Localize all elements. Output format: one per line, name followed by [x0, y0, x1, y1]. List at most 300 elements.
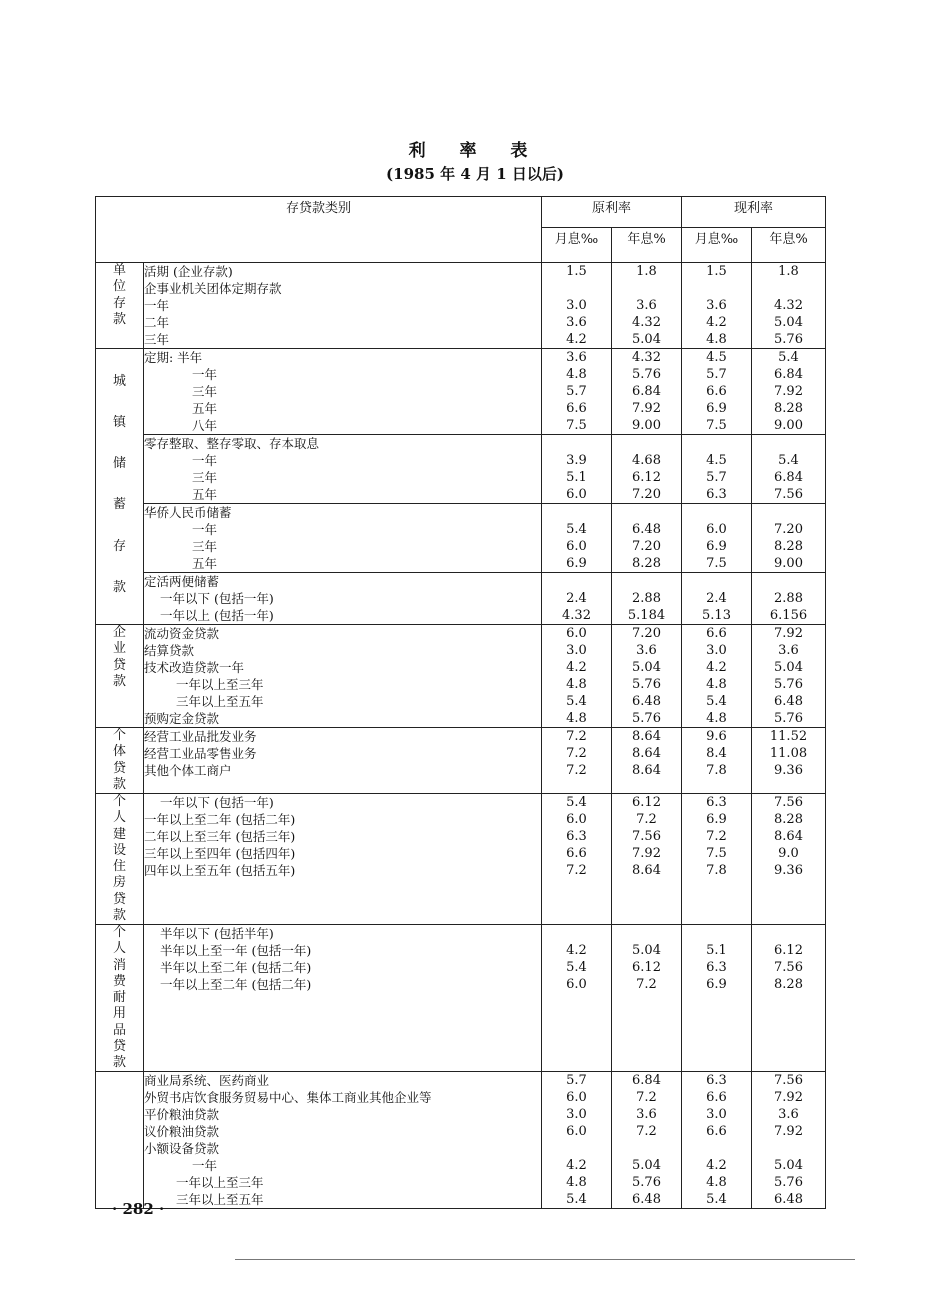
rate-table-body — [96, 263, 826, 1209]
row-label: 三年以上至五年 — [176, 1192, 264, 1208]
section-label-char: 城 — [112, 373, 126, 389]
current-monthly-cell — [682, 728, 752, 794]
original-annual-value: 5.76 — [632, 1175, 661, 1191]
row-label: 定活两便储蓄 — [144, 574, 220, 589]
section-label — [96, 794, 144, 925]
row-label: 经营工业品批发业务 — [144, 729, 257, 744]
row-label: 一年 — [144, 298, 170, 313]
current-monthly-value: 4.2 — [706, 1158, 727, 1174]
original-monthly-cell — [542, 435, 612, 504]
original-annual-value — [612, 504, 681, 521]
current-annual-value: 7.92 — [774, 384, 803, 399]
current-monthly-value: 3.0 — [706, 1107, 727, 1123]
row-label: 二年 — [144, 315, 170, 330]
row-label: 三年以上至四年 (包括四年) — [144, 846, 296, 861]
current-annual-cell — [752, 504, 826, 573]
current-monthly-value: 4.2 — [706, 660, 727, 675]
original-monthly-value: 4.8 — [566, 677, 587, 692]
section-label-char: 个 — [112, 728, 126, 743]
current-annual-value: 5.4 — [778, 350, 799, 365]
section-label-char: 建 — [112, 826, 126, 842]
current-annual-value: 5.4 — [778, 453, 799, 468]
original-annual-value: 8.64 — [632, 763, 661, 778]
section-label-char: 位 — [112, 279, 126, 295]
original-annual-value: 5.04 — [632, 332, 661, 347]
section-label-char: 个 — [112, 925, 126, 940]
original-monthly-value — [542, 573, 611, 590]
row-label: 一年 — [192, 453, 218, 468]
section-label-char: 品 — [112, 1022, 126, 1038]
current-monthly-value: 6.3 — [706, 487, 727, 502]
current-monthly-cell — [682, 794, 752, 925]
section-label-char: 业 — [112, 641, 126, 657]
original-annual-value: 4.32 — [632, 315, 661, 330]
current-annual-value: 6.12 — [774, 943, 803, 958]
section-label-stack — [96, 794, 143, 924]
original-monthly-value: 3.6 — [566, 315, 587, 330]
current-annual-value: 3.6 — [778, 1107, 799, 1123]
bottom-rule — [235, 1259, 855, 1260]
row-label: 商业局系统、医药商业 — [144, 1073, 270, 1089]
section-row — [96, 925, 826, 1072]
original-monthly-cell — [542, 1072, 612, 1209]
section-label-char: 消 — [112, 957, 126, 973]
original-annual-value: 7.56 — [632, 829, 661, 844]
original-monthly-value: 5.7 — [566, 384, 587, 399]
section-label — [96, 1072, 144, 1209]
row-label: 一年以下 (包括一年) — [160, 591, 274, 606]
original-annual-value: 3.6 — [636, 1107, 657, 1123]
section-label-char: 款 — [112, 776, 126, 792]
row-label: 四年以上至五年 (包括五年) — [144, 863, 296, 878]
current-monthly-value: 4.5 — [706, 350, 727, 365]
original-monthly-cell — [542, 794, 612, 925]
original-monthly-value: 6.0 — [566, 1124, 587, 1140]
row-label: 一年以上 (包括一年) — [160, 608, 274, 623]
original-annual-value — [612, 573, 681, 590]
row-label: 流动资金贷款 — [144, 626, 220, 641]
original-monthly-value: 2.4 — [566, 591, 587, 606]
current-annual-value: 9.0 — [778, 846, 799, 861]
section-label-char: 蓄 — [112, 497, 126, 513]
row-label: 三年 — [192, 470, 218, 485]
row-label: 小额设备贷款 — [144, 1141, 220, 1157]
category-header: 存贷款类别 — [96, 197, 542, 263]
original-annual-value: 7.2 — [636, 812, 657, 827]
original-annual-value: 7.2 — [636, 1124, 657, 1140]
original-annual-value — [612, 435, 681, 452]
section-items — [144, 1072, 542, 1209]
original-monthly-value: 5.4 — [566, 795, 587, 810]
original-monthly-value: 4.2 — [566, 1158, 587, 1174]
original-annual-cell — [612, 728, 682, 794]
original-annual-value: 5.04 — [632, 1158, 661, 1174]
row-label: 华侨人民币储蓄 — [144, 505, 232, 520]
current-monthly-value: 7.5 — [706, 418, 727, 433]
current-monthly-value — [682, 1140, 751, 1157]
row-label: 一年 — [192, 367, 218, 382]
original-monthly-cell — [542, 728, 612, 794]
row-label: 二年以上至三年 (包括三年) — [144, 829, 296, 844]
current-monthly-value: 7.8 — [706, 763, 727, 778]
original-monthly-value: 7.2 — [566, 746, 587, 761]
section-items — [144, 263, 542, 349]
current-monthly-value — [682, 435, 751, 452]
current-annual-value: 8.28 — [774, 977, 803, 992]
current-annual-value: 6.84 — [774, 367, 803, 382]
current-annual-value: 1.8 — [778, 264, 799, 279]
original-annual-value: 2.88 — [632, 591, 661, 606]
current-monthly-value: 5.7 — [706, 367, 727, 382]
interest-rate-table — [95, 196, 826, 1209]
row-label: 一年以上至三年 — [176, 1175, 264, 1191]
page-subtitle: (1985 年 4 月 1 日以后) — [386, 165, 564, 183]
original-annual-value: 7.20 — [632, 487, 661, 502]
row-label: 零存整取、整存零取、存本取息 — [144, 436, 320, 451]
original-annual-value: 3.6 — [636, 298, 657, 313]
section-label-char: 人 — [112, 941, 126, 957]
section-label-char: 存 — [112, 538, 126, 554]
section-row — [96, 573, 826, 625]
current-annual-value: 6.84 — [774, 470, 803, 485]
current-monthly-value: 4.8 — [706, 1175, 727, 1191]
current-annual-value: 11.08 — [769, 746, 808, 761]
current-annual-value: 7.92 — [774, 626, 803, 641]
original-annual-value: 7.2 — [636, 977, 657, 992]
original-monthly-value: 4.2 — [566, 660, 587, 675]
page-number: · 282 · — [112, 1200, 165, 1218]
current-monthly-value: 4.8 — [706, 711, 727, 726]
current-annual-value — [752, 280, 825, 297]
current-rate-header: 现利率 — [682, 197, 826, 228]
current-monthly-value — [682, 925, 751, 942]
original-monthly-value: 6.0 — [566, 626, 587, 641]
original-monthly-value: 7.5 — [566, 418, 587, 433]
current-monthly-value: 7.5 — [706, 556, 727, 571]
original-monthly-value: 6.6 — [566, 401, 587, 416]
original-annual-value: 6.48 — [632, 1192, 661, 1208]
original-monthly-value: 1.5 — [566, 264, 587, 279]
original-monthly-value: 3.6 — [566, 350, 587, 365]
current-annual-value — [752, 435, 825, 452]
current-annual-value: 11.52 — [769, 729, 808, 744]
original-annual-value: 7.20 — [632, 539, 661, 554]
current-annual-value: 5.04 — [774, 1158, 803, 1174]
original-annual-value: 5.184 — [627, 608, 666, 623]
section-label-stack — [96, 263, 143, 328]
original-monthly-value: 6.0 — [566, 487, 587, 502]
original-monthly-value: 7.2 — [566, 729, 587, 744]
current-monthly-cell — [682, 504, 752, 573]
row-label: 预购定金贷款 — [144, 711, 220, 726]
current-annual-value: 9.00 — [774, 556, 803, 571]
current-annual-value: 5.76 — [774, 332, 803, 347]
original-monthly-value: 6.0 — [566, 812, 587, 827]
original-monthly-value: 7.2 — [566, 863, 587, 878]
current-annual-value: 7.92 — [774, 1124, 803, 1140]
section-items — [144, 573, 542, 625]
original-monthly-value: 3.0 — [566, 643, 587, 658]
original-annual-value: 8.28 — [632, 556, 661, 571]
section-label — [96, 925, 144, 1072]
section-row — [96, 504, 826, 573]
section-label — [96, 263, 144, 349]
section-label-char: 个 — [112, 794, 126, 809]
section-label-char: 款 — [112, 1055, 126, 1070]
current-monthly-value: 6.0 — [706, 522, 727, 537]
current-annual-value: 7.56 — [774, 487, 803, 502]
row-label: 三年 — [144, 332, 170, 347]
current-annual-value — [752, 925, 825, 942]
current-annual-cell — [752, 925, 826, 1072]
original-monthly-value — [542, 1140, 611, 1157]
original-annual-value — [612, 925, 681, 942]
current-monthly-value: 9.6 — [706, 729, 727, 744]
current-annual-value: 7.20 — [774, 522, 803, 537]
original-monthly-value: 5.7 — [566, 1073, 587, 1089]
section-row — [96, 1072, 826, 1209]
original-monthly-cell — [542, 625, 612, 728]
row-label: 一年以上至三年 — [176, 677, 264, 692]
current-monthly-value: 3.6 — [706, 298, 727, 313]
row-label: 技术改造贷款一年 — [144, 660, 245, 675]
section-label-stack — [96, 349, 143, 621]
original-annual-header: 年息% — [612, 228, 682, 263]
section-row — [96, 625, 826, 728]
original-annual-value: 5.76 — [632, 711, 661, 726]
section-row — [96, 728, 826, 794]
section-label-char: 设 — [112, 842, 126, 858]
section-label — [96, 349, 144, 625]
row-label: 平价粮油贷款 — [144, 1107, 220, 1123]
original-annual-value: 5.76 — [632, 677, 661, 692]
current-monthly-cell — [682, 349, 752, 435]
section-label-char: 储 — [112, 456, 126, 472]
original-monthly-value — [542, 280, 611, 297]
original-monthly-value: 6.9 — [566, 556, 587, 571]
current-monthly-value: 4.8 — [706, 332, 727, 347]
section-label-stack — [96, 728, 143, 793]
section-label-char: 房 — [112, 875, 126, 891]
original-annual-value — [612, 1140, 681, 1157]
section-label-char: 贷 — [112, 891, 126, 907]
original-monthly-value: 4.8 — [566, 1175, 587, 1191]
section-row — [96, 794, 826, 925]
current-monthly-value: 4.8 — [706, 677, 727, 692]
section-label-char: 耐 — [112, 990, 126, 1005]
row-label: 半年以下 (包括半年) — [160, 926, 274, 941]
current-annual-value: 6.156 — [769, 608, 808, 623]
current-annual-value: 8.28 — [774, 401, 803, 416]
original-annual-value: 6.84 — [632, 384, 661, 399]
original-monthly-cell — [542, 349, 612, 435]
original-annual-value: 6.48 — [632, 522, 661, 537]
current-annual-value: 9.00 — [774, 418, 803, 433]
section-items — [144, 625, 542, 728]
section-label-char: 贷 — [112, 657, 126, 673]
section-row — [96, 435, 826, 504]
current-monthly-value: 6.6 — [706, 384, 727, 399]
section-label-char: 企 — [112, 625, 126, 640]
current-annual-value: 3.6 — [778, 643, 799, 658]
original-monthly-cell — [542, 263, 612, 349]
original-monthly-value: 6.6 — [566, 846, 587, 861]
current-annual-value: 6.48 — [774, 1192, 803, 1208]
row-label: 活期 (企业存款) — [144, 264, 233, 279]
section-items — [144, 925, 542, 1072]
original-monthly-value — [542, 504, 611, 521]
current-monthly-value: 7.5 — [706, 846, 727, 861]
original-monthly-value: 5.4 — [566, 960, 587, 975]
original-monthly-value: 4.2 — [566, 943, 587, 958]
original-annual-value: 6.12 — [632, 795, 661, 810]
section-label-char: 住 — [112, 859, 126, 874]
section-label — [96, 625, 144, 728]
original-monthly-value — [542, 435, 611, 452]
current-monthly-cell — [682, 1072, 752, 1209]
original-annual-value: 7.2 — [636, 1090, 657, 1106]
original-monthly-value: 6.3 — [566, 829, 587, 844]
current-annual-value: 2.88 — [774, 591, 803, 606]
current-monthly-value: 7.2 — [706, 829, 727, 844]
current-monthly-value: 5.4 — [706, 694, 727, 709]
original-annual-value: 4.68 — [632, 453, 661, 468]
section-items — [144, 435, 542, 504]
current-annual-value: 5.04 — [774, 660, 803, 675]
current-annual-header: 年息% — [752, 228, 826, 263]
current-monthly-value: 6.9 — [706, 401, 727, 416]
original-monthly-value: 6.0 — [566, 977, 587, 992]
current-monthly-value: 6.6 — [706, 1090, 727, 1106]
row-label: 企事业机关团体定期存款 — [144, 281, 282, 296]
original-annual-value: 1.8 — [636, 264, 657, 279]
current-monthly-value: 3.0 — [706, 643, 727, 658]
row-label: 半年以上至二年 (包括二年) — [160, 960, 312, 975]
current-monthly-value: 6.6 — [706, 626, 727, 641]
original-annual-cell — [612, 435, 682, 504]
current-annual-cell — [752, 728, 826, 794]
current-annual-value: 6.48 — [774, 694, 803, 709]
original-monthly-value: 5.4 — [566, 1192, 587, 1208]
current-annual-value: 7.56 — [774, 1073, 803, 1089]
current-monthly-value: 6.9 — [706, 539, 727, 554]
section-label-char: 款 — [112, 311, 126, 327]
row-label: 定期: 半年 — [144, 350, 203, 365]
original-monthly-value: 3.0 — [566, 1107, 587, 1123]
section-label-char: 用 — [112, 1006, 126, 1022]
current-monthly-header: 月息‰ — [682, 228, 752, 263]
current-monthly-value: 5.4 — [706, 1192, 727, 1208]
section-label-char: 款 — [112, 907, 126, 923]
row-label: 一年以上至二年 (包括二年) — [144, 812, 296, 827]
original-annual-value: 4.32 — [632, 350, 661, 365]
original-monthly-value: 4.2 — [566, 332, 587, 347]
original-monthly-value: 4.8 — [566, 367, 587, 382]
current-monthly-cell — [682, 573, 752, 625]
current-monthly-value: 5.13 — [702, 608, 731, 623]
original-monthly-cell — [542, 925, 612, 1072]
original-monthly-value: 4.8 — [566, 711, 587, 726]
original-monthly-cell — [542, 504, 612, 573]
row-label: 三年以上至五年 — [176, 694, 264, 709]
original-annual-value: 8.64 — [632, 863, 661, 878]
original-annual-value: 9.00 — [632, 418, 661, 433]
current-annual-value: 8.64 — [774, 829, 803, 844]
original-annual-cell — [612, 1072, 682, 1209]
row-label: 一年以上至二年 (包括二年) — [160, 977, 312, 992]
original-monthly-value: 3.0 — [566, 298, 587, 313]
original-annual-value: 6.12 — [632, 470, 661, 485]
current-monthly-value: 5.7 — [706, 470, 727, 485]
section-label-stack — [96, 625, 143, 690]
original-annual-value: 3.6 — [636, 643, 657, 658]
original-monthly-value: 5.1 — [566, 470, 587, 485]
current-monthly-cell — [682, 625, 752, 728]
current-annual-cell — [752, 794, 826, 925]
section-label-stack — [96, 925, 143, 1071]
current-monthly-value: 2.4 — [706, 591, 727, 606]
original-annual-value: 8.64 — [632, 729, 661, 744]
current-annual-value: 5.76 — [774, 1175, 803, 1191]
current-annual-cell — [752, 625, 826, 728]
current-annual-value: 4.32 — [774, 298, 803, 313]
original-monthly-value: 6.0 — [566, 1090, 587, 1106]
current-monthly-cell — [682, 435, 752, 504]
section-row — [96, 263, 826, 349]
current-annual-value: 5.76 — [774, 711, 803, 726]
current-monthly-value — [682, 280, 751, 297]
current-annual-value: 9.36 — [774, 763, 803, 778]
section-label-char: 人 — [112, 810, 126, 826]
current-annual-value: 8.28 — [774, 539, 803, 554]
original-annual-value: 5.04 — [632, 943, 661, 958]
current-annual-value: 7.56 — [774, 960, 803, 975]
row-label: 经营工业品零售业务 — [144, 746, 257, 761]
current-annual-value — [752, 573, 825, 590]
current-annual-cell — [752, 573, 826, 625]
section-label-char: 体 — [112, 744, 126, 760]
original-annual-value: 7.20 — [632, 626, 661, 641]
current-monthly-value: 6.9 — [706, 812, 727, 827]
original-annual-value: 5.04 — [632, 660, 661, 675]
original-annual-cell — [612, 573, 682, 625]
current-monthly-value: 7.8 — [706, 863, 727, 878]
original-monthly-header: 月息‰ — [542, 228, 612, 263]
current-monthly-value: 6.3 — [706, 960, 727, 975]
current-annual-cell — [752, 435, 826, 504]
original-monthly-value: 4.32 — [562, 608, 591, 623]
current-monthly-value: 5.1 — [706, 943, 727, 958]
original-annual-value: 7.92 — [632, 401, 661, 416]
page-title: 利 率 表 — [408, 141, 542, 161]
section-label-char: 贷 — [112, 1038, 126, 1054]
original-monthly-value: 5.4 — [566, 694, 587, 709]
current-monthly-cell — [682, 925, 752, 1072]
row-label: 一年以下 (包括一年) — [160, 795, 274, 810]
current-monthly-value: 4.2 — [706, 315, 727, 330]
current-monthly-value: 6.9 — [706, 977, 727, 992]
original-annual-value — [612, 280, 681, 297]
current-annual-value — [752, 1140, 825, 1157]
original-monthly-value: 7.2 — [566, 763, 587, 778]
current-annual-value: 7.56 — [774, 795, 803, 810]
current-annual-cell — [752, 1072, 826, 1209]
original-monthly-value: 5.4 — [566, 522, 587, 537]
original-annual-value: 8.64 — [632, 746, 661, 761]
original-annual-cell — [612, 263, 682, 349]
original-annual-value: 6.12 — [632, 960, 661, 975]
current-monthly-value — [682, 573, 751, 590]
